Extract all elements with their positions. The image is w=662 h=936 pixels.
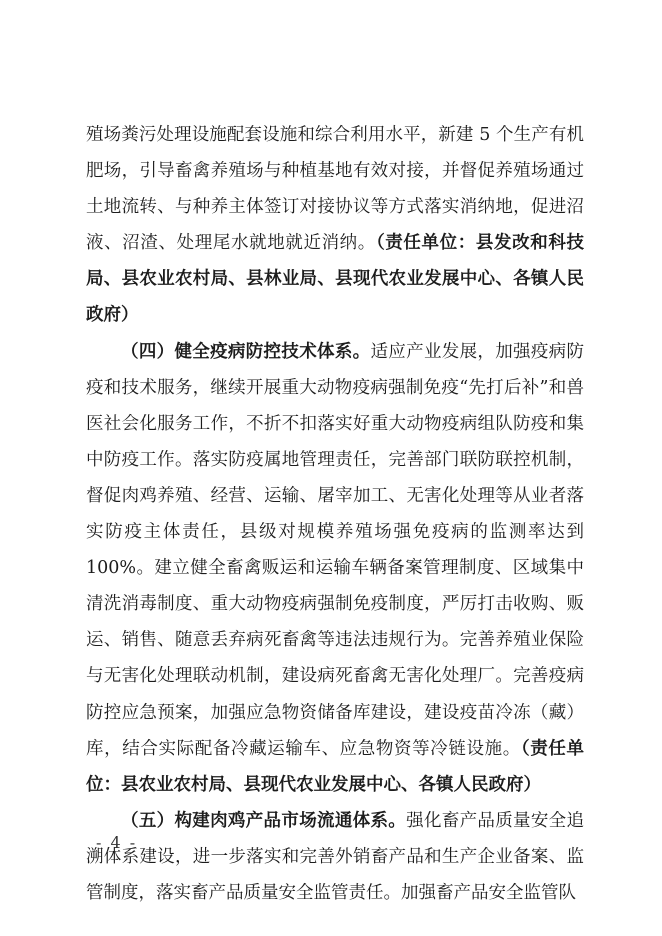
paragraph-2-text: 适应产业发展，加强疫病防疫和技术服务，继续开展重大动物疫病强制免疫“先打后补”和兽医社会化服务工作，不折不扣落实好重大动物疫病组队防疫和集中防疫工作。落实防疫属地管理责任，完善部门联防联控机制，督促肉鸡养殖、经营、运输、屠宰加工、无害化处理等从业者落实防疫主体责任，县级对规模养殖场强免疫病的监测率达到 100%。建立健全畜禽贩运和运输车辆备案管理制度、区域集中清洗消毒制度、重大动物疫病强制免疫制度，严厉打击收购、贩运、销售、随意丢弃病死畜禽等违法违规行为。完善养殖业保险与无害化处理联动机制，建设病死畜禽无害化处理厂。完善疫病防控应急预案，加强应急物资储备库建设，建设疫苗冷冻（藏）库，结合实际配备冷藏运输车、应急物资等冷链设施。 (86, 341, 585, 759)
section-heading-4: （四）健全疫病防控技术体系。 (121, 341, 371, 362)
paragraph-3-text: 强化畜产品质量安全追溯体系建设，进一步落实和完善外销畜产品和生产企业备案、监管制度，落实畜产品质量安全监管责任。加强畜产品安全监管队 (86, 810, 585, 903)
paragraph-1-text: 殖场粪污处理设施配套设施和综合利用水平，新建 5 个生产有机肥场，引导畜禽养殖场与种植基地有效对接，并督促养殖场通过土地流转、与种养主体签订对接协议等方式落实消纳地，促进沼液、沼渣、处理尾水就地就近消纳。 (86, 125, 584, 254)
responsibility-note-2: （责任单位：县农业农村局、县现代农业发展中心、各镇人民政府） (86, 738, 585, 795)
paragraph-1 (86, 117, 584, 334)
body-text (86, 117, 584, 911)
paragraph-3 (86, 803, 584, 911)
paragraph-2 (86, 334, 584, 803)
page-number: - 4 - (96, 833, 138, 852)
responsibility-note-1: （责任单位：县发改和科技局、县农业农村局、县林业局、县现代农业发展中心、各镇人民政府） (86, 233, 585, 326)
section-heading-5: （五）构建肉鸡产品市场流通体系。 (121, 810, 407, 831)
